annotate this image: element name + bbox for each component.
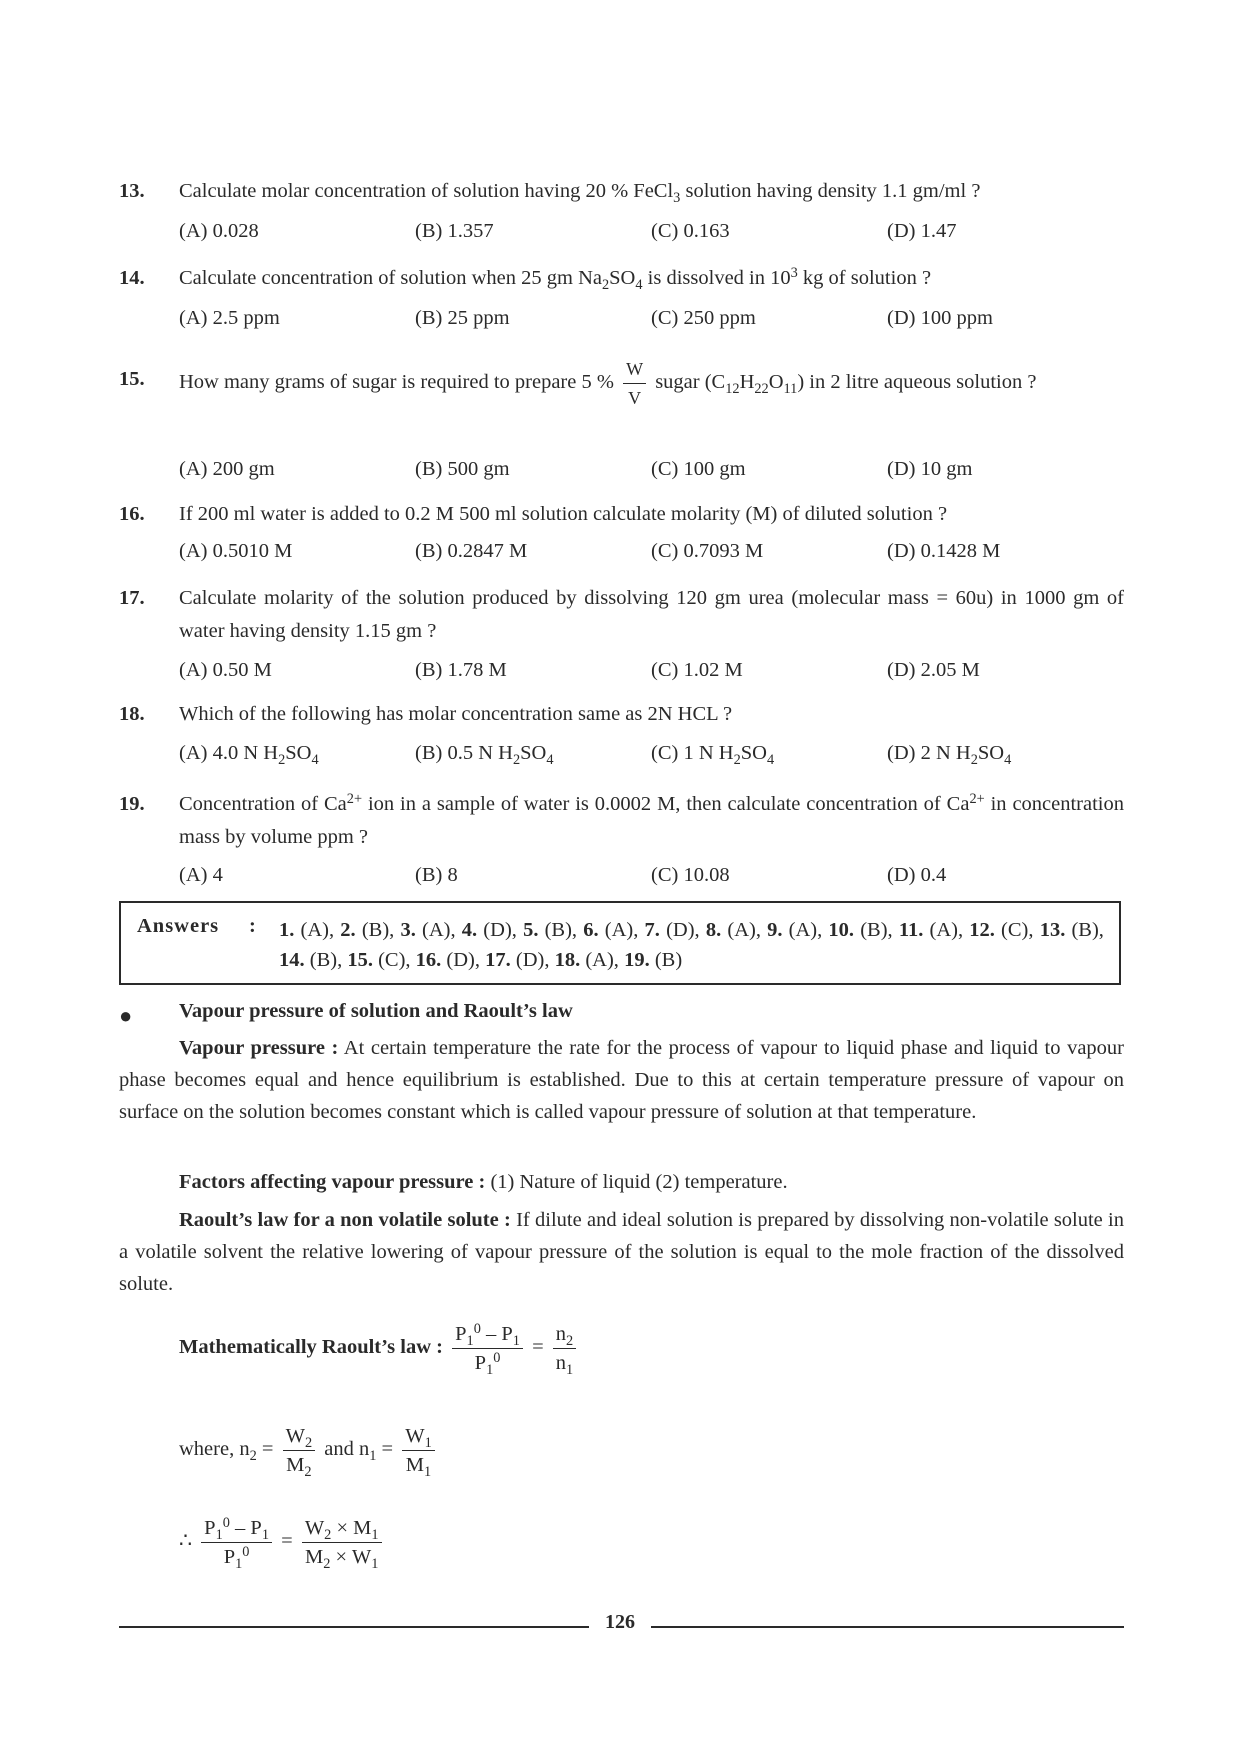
question-text: Calculate molar concentration of solution having 20 % FeCl$_3$ solution having density 1.1 gm/ml ? (179, 180, 981, 207)
footer-rule-left (119, 1626, 589, 1628)
question-17 (119, 582, 1124, 648)
option-d: (D) 1.47 (887, 220, 957, 242)
question-number: 14. (119, 267, 145, 289)
answers-label: Answers (137, 915, 220, 937)
option-b: (B) 0.5 N $H_2SO_4$ (415, 742, 554, 769)
question-text: If 200 ml water is added to 0.2 M 500 ml solution calculate molarity (M) of diluted solution ? (179, 503, 948, 525)
answers-colon: : (249, 915, 256, 937)
equation-mole-definitions: where, $n_2$ = $\frac{W_2}{M_2}$ and $n_1$ = $\frac{W_1}{M_1}$ (179, 1422, 439, 1479)
option-a: (A) 0.5010 M (179, 540, 293, 562)
option-c: (C) 10.08 (651, 864, 730, 886)
question-14 (119, 262, 1124, 295)
option-c: (C) 0.163 (651, 220, 730, 242)
option-b: (B) 8 (415, 864, 458, 886)
option-c: (C) 0.7093 M (651, 540, 764, 562)
option-b: (B) 0.2847 M (415, 540, 528, 562)
option-b: (B) 25 ppm (415, 307, 510, 329)
question-16 (119, 498, 1124, 531)
question-13 (119, 175, 1124, 208)
footer-rule-right (651, 1626, 1124, 1628)
question-text: Calculate concentration of solution when 25 gm $Na_2SO_4$ is dissolved in $10^3$ kg of solution ? (179, 264, 932, 294)
question-text: Calculate molarity of the solution produced by dissolving 120 gm urea (molecular mass = 60u) in 1000 gm of water having density 1.15 gm ? (179, 587, 1124, 642)
option-c: (C) 1 N $H_2SO_4$ (651, 742, 775, 769)
options-13 (179, 220, 1124, 250)
option-d: (D) 10 gm (887, 458, 973, 480)
options-15 (179, 458, 1124, 488)
question-number: 19. (119, 793, 145, 815)
option-a: (A) 0.028 (179, 220, 259, 242)
paragraph-vapour-pressure: Vapour pressure : At certain temperature the rate for the process of vapour to liquid phase and liquid to vapour phase becomes equal and hence equilibrium is established. Due to this at certain temperature pressure of vapour on surface on the solution becomes constant which is called vapour pressure of solution at that temperature. (119, 1037, 1124, 1123)
option-a: (A) 200 gm (179, 458, 275, 480)
question-19 (119, 788, 1124, 854)
question-18 (119, 698, 1124, 731)
question-number: 13. (119, 180, 145, 202)
equation-raoults-law: Mathematically Raoult’s law : $\frac{P_1^0 - P_1}{P_1^0}$ = $\frac{n_2}{n_1}$ (179, 1320, 580, 1377)
options-16 (179, 540, 1124, 570)
option-b: (B) 1.357 (415, 220, 494, 242)
option-d: (D) 100 ppm (887, 307, 993, 329)
options-17 (179, 659, 1124, 689)
question-number: 18. (119, 703, 145, 725)
option-a: (A) 2.5 ppm (179, 307, 280, 329)
question-15 (119, 355, 1124, 412)
question-text: How many grams of sugar is required to prepare 5 % $\frac{W}{V}$ sugar $(C_{12}H_{22}O_{11})$ in 2 litre aqueous solution ? (179, 355, 1124, 412)
option-b: (B) 500 gm (415, 458, 510, 480)
option-c: (C) 100 gm (651, 458, 746, 480)
option-d: (D) 0.1428 M (887, 540, 1001, 562)
equation-therefore: ∴ $\frac{P_1^0 - P_1}{P_1^0}$ = $\frac{W_2 \times M_1}{M_2 \times W_1}$ (179, 1514, 386, 1571)
option-d: (D) 2.05 M (887, 659, 980, 681)
answers-box (119, 901, 1121, 985)
option-a: (A) 4 (179, 864, 223, 886)
options-18 (179, 742, 1124, 772)
paragraph-raoults-law: Raoult’s law for a non volatile solute : If dilute and ideal solution is prepared by dissolving non-volatile solute in a volatile solvent the relative lowering of vapour pressure of the solution is equal to the mole fraction of the dissolved solute. (119, 1209, 1124, 1295)
option-a: (A) 0.50 M (179, 659, 272, 681)
page-number: 126 (605, 1611, 635, 1633)
option-d: (D) 2 N $H_2SO_4$ (887, 742, 1012, 769)
option-d: (D) 0.4 (887, 864, 947, 886)
bullet-icon: ● (119, 1003, 133, 1028)
question-number: 17. (119, 587, 145, 609)
section-heading: Vapour pressure of solution and Raoult’s law (179, 1000, 573, 1022)
question-number: 15. (119, 368, 145, 390)
option-c: (C) 1.02 M (651, 659, 743, 681)
option-a: (A) 4.0 N $H_2SO_4$ (179, 742, 319, 769)
question-text: Concentration of $Ca^{2+}$ ion in a sample of water is 0.0002 M, then calculate concentration of $Ca^{2+}$ in concentration mass by volume ppm ? (179, 790, 1124, 848)
option-c: (C) 250 ppm (651, 307, 756, 329)
options-14 (179, 307, 1124, 337)
answers-list: 1. (A), 2. (B), 3. (A), 4. (D), 5. (B), 6. (A), 7. (D), 8. (A), 9. (A), 10. (B), 11. (A), 12. (C), 13. (B), 14. (B), 15. (C), 16. (D), 17. (D), 18. (A), 19. (B) (279, 919, 1104, 971)
options-19 (179, 864, 1124, 894)
question-number: 16. (119, 503, 145, 525)
option-b: (B) 1.78 M (415, 659, 507, 681)
question-text: Which of the following has molar concentration same as 2N HCL ? (179, 703, 733, 725)
paragraph-factors: Factors affecting vapour pressure : (1) Nature of liquid (2) temperature. (179, 1171, 788, 1193)
